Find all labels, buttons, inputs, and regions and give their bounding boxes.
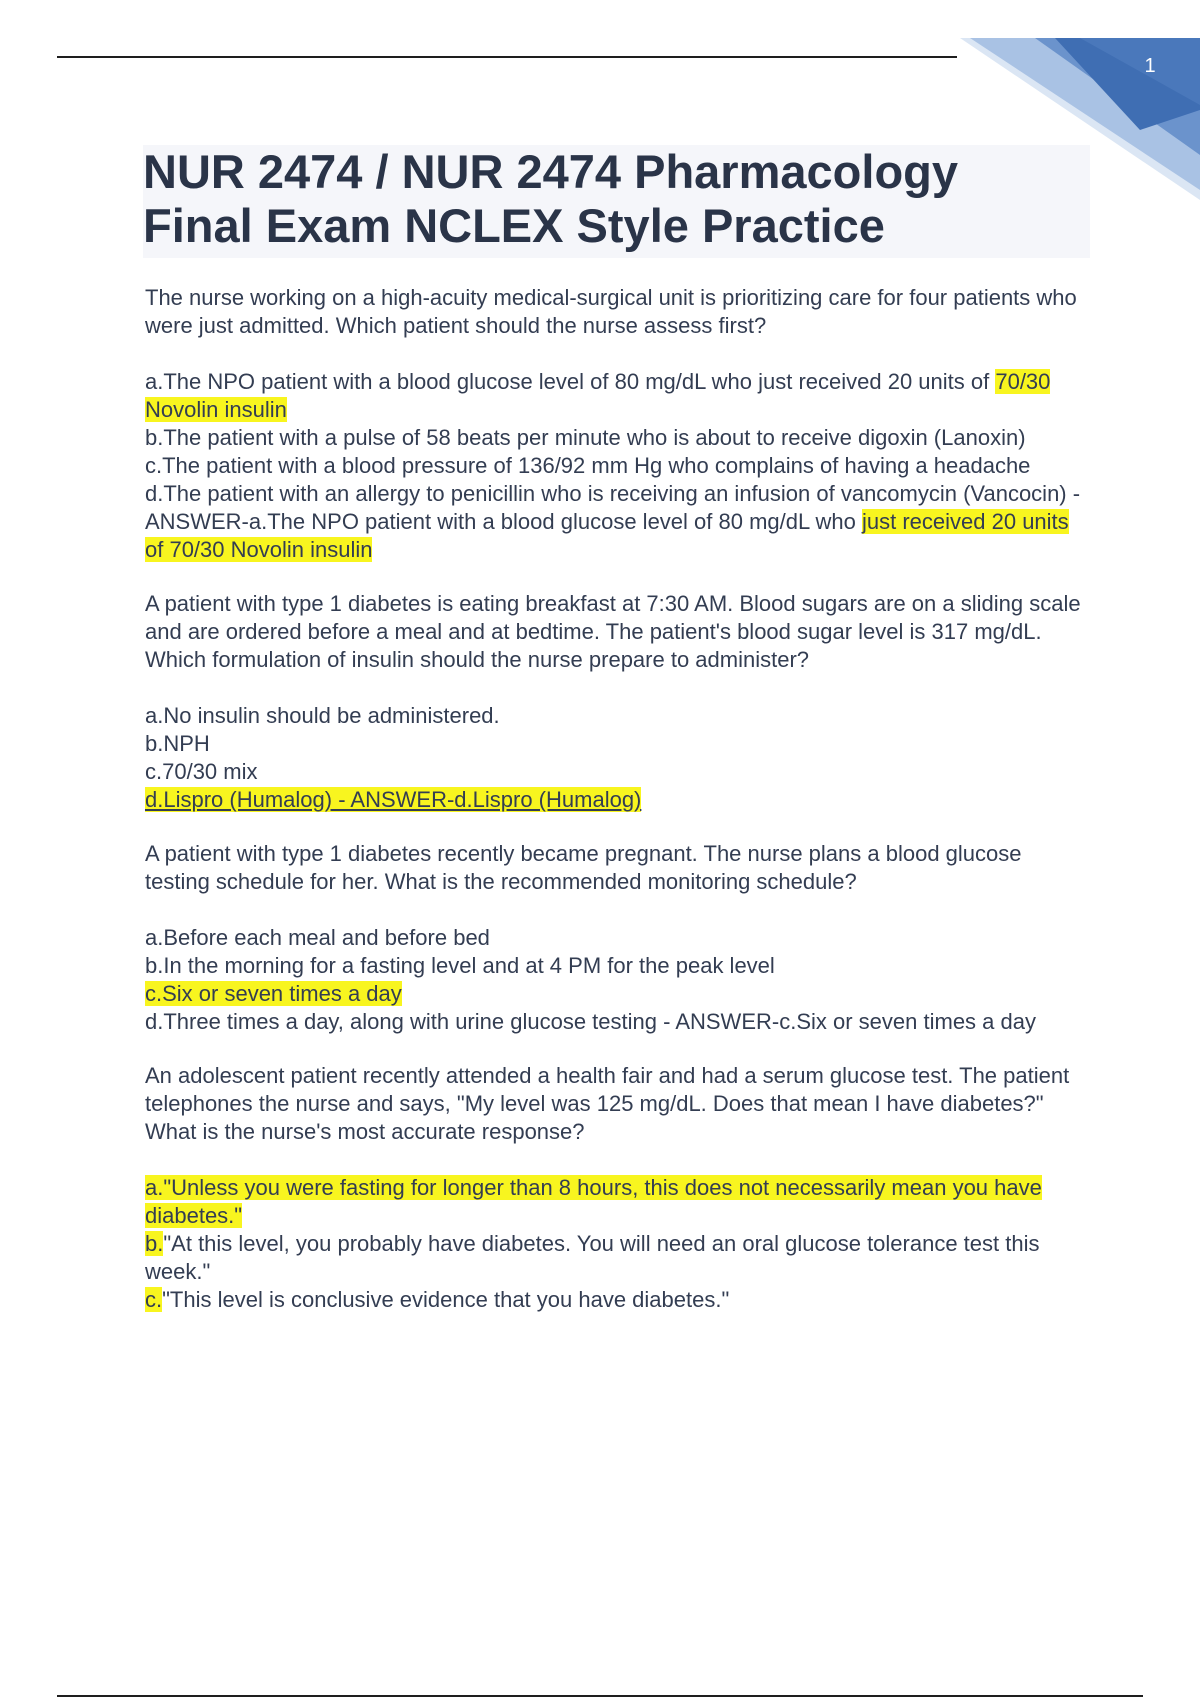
q2-option-d <box>145 786 1090 814</box>
question-1-options <box>145 368 1090 564</box>
q3-option-b: b.In the morning for a fasting level and at 4 PM for the peak level <box>145 953 775 978</box>
page-number: 1 <box>1144 55 1156 77</box>
q4-option-a <box>145 1174 1090 1230</box>
q1-option-b: b.The patient with a pulse of 58 beats per minute who is about to receive digoxin (Lanoxin) <box>145 425 1026 450</box>
question-3-options <box>145 924 1090 1036</box>
question-1-stem: The nurse working on a high-acuity medical-surgical unit is prioritizing care for four patients who were just admitted. Which patient should the nurse assess first? <box>145 285 1077 338</box>
question-4-stem: An adolescent patient recently attended a health fair and had a serum glucose test. The patient telephones the nurse and says, "My level was 125 mg/dL. Does that mean I have diabetes?" What is the nurse's most accurate response? <box>145 1063 1070 1144</box>
q1-option-a-highlight: 70/30 Novolin insulin <box>145 369 1051 422</box>
q3-option-c <box>145 980 1090 1008</box>
q1-option-d: d.The patient with an allergy to penicillin who is receiving an infusion of vancomycin (Vancocin) - ANSWER-a.The NPO patient with a blood glucose level of 80 mg/dL who just received 20 units of 70/30 Novolin insulin <box>145 481 1081 562</box>
q4-option-c-letter: c. <box>145 1287 163 1312</box>
q2-option-b: b.NPH <box>145 731 210 756</box>
question-2-options <box>145 702 1090 814</box>
title-box <box>143 145 1090 258</box>
q1-option-a: a.The NPO patient with a blood glucose level of 80 mg/dL who just received 20 units of 70/30 Novolin insulin <box>145 369 1051 422</box>
q2-option-a: a.No insulin should be administered. <box>145 703 500 728</box>
q3-answer-highlight: c.Six or seven times a day <box>145 981 402 1006</box>
q2-option-c: c.70/30 mix <box>145 759 258 784</box>
header-rule <box>57 56 957 58</box>
q4-answer-highlight: a."Unless you were fasting for longer than 8 hours, this does not necessarily mean you have diabetes." <box>145 1175 1042 1228</box>
q1-answer-highlight: just received 20 units of 70/30 Novolin insulin <box>145 509 1069 562</box>
q4-option-b-letter: b. <box>145 1231 164 1256</box>
document-body <box>145 145 1090 1314</box>
q4-option-b: b."At this level, you probably have diabetes. You will need an oral glucose tolerance test this week." <box>145 1231 1040 1284</box>
q2-answer-highlight: d.Lispro (Humalog) - ANSWER-d.Lispro (Humalog) <box>145 787 642 812</box>
question-3-stem: A patient with type 1 diabetes recently became pregnant. The nurse plans a blood glucose testing schedule for her. What is the recommended monitoring schedule? <box>145 841 1022 894</box>
q3-option-d: d.Three times a day, along with urine glucose testing - ANSWER-c.Six or seven times a day <box>145 1009 1036 1034</box>
page-title: NUR 2474 / NUR 2474 Pharmacology Final Exam NCLEX Style Practice <box>143 145 958 252</box>
q1-option-c: c.The patient with a blood pressure of 136/92 mm Hg who complains of having a headache <box>145 453 1031 478</box>
q3-option-a: a.Before each meal and before bed <box>145 925 490 950</box>
q4-option-c: c."This level is conclusive evidence that you have diabetes." <box>145 1287 730 1312</box>
question-4-options <box>145 1174 1090 1314</box>
footer-rule <box>57 1695 1143 1697</box>
question-2-stem: A patient with type 1 diabetes is eating breakfast at 7:30 AM. Blood sugars are on a sliding scale and are ordered before a meal and at bedtime. The patient's blood sugar level is 317 mg/dL. Which formulation of insulin should the nurse prepare to administer? <box>145 591 1081 672</box>
